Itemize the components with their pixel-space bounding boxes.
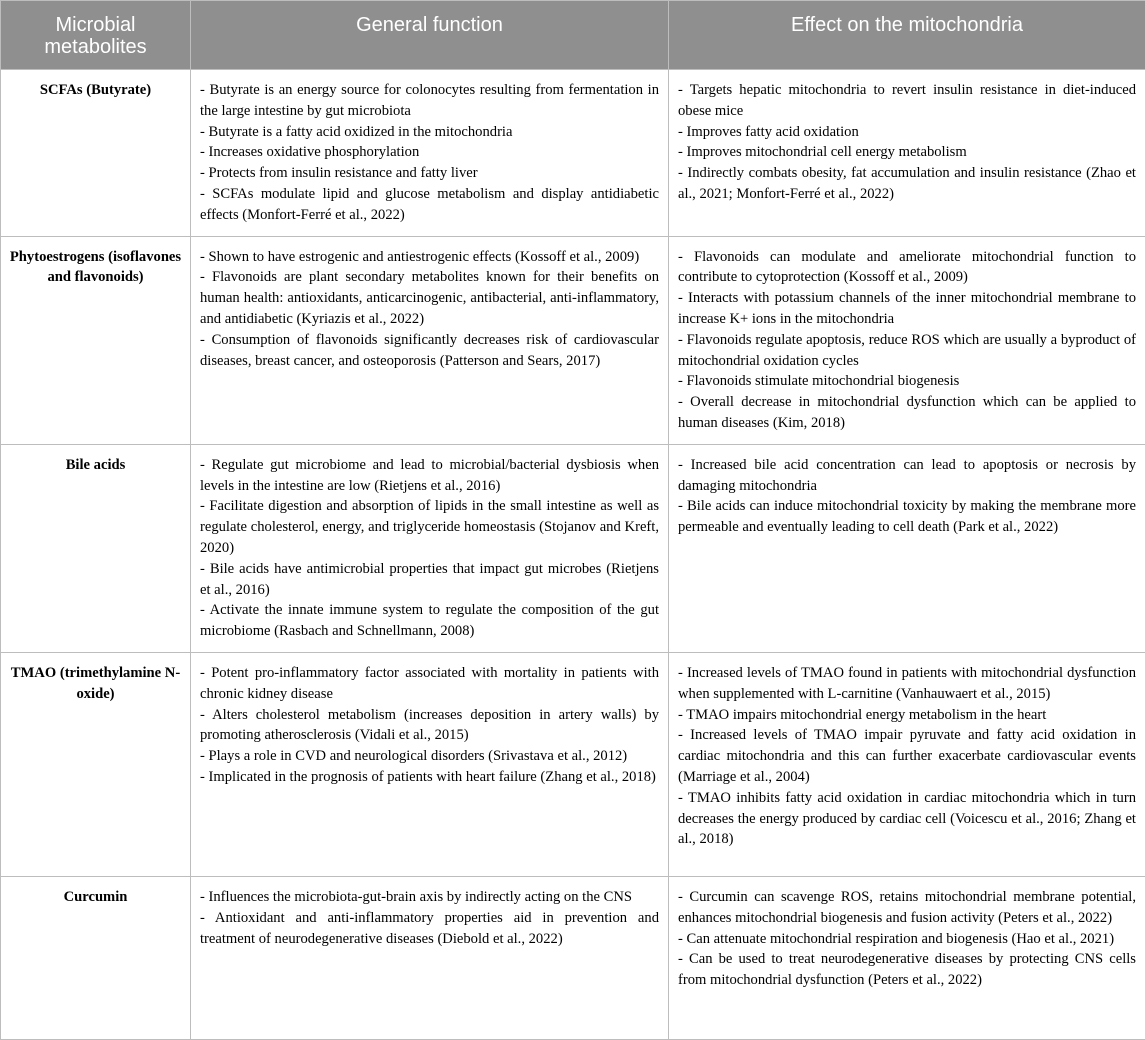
mitochondria-effect-item: - TMAO impairs mitochondrial energy metabolism in the heart bbox=[678, 705, 1136, 726]
mitochondria-effect-item: - Curcumin can scavenge ROS, retains mitochondrial membrane potential, enhances mitochondrial biogenesis and fusion activity (Peters et al., 2022) bbox=[678, 887, 1136, 929]
mitochondria-effect-item: - Bile acids can induce mitochondrial toxicity by making the membrane more permeable and eventually leading to cell death (Park et al., 2022) bbox=[678, 496, 1136, 538]
mitochondria-effect-cell bbox=[669, 70, 1145, 237]
mitochondria-effect-item: - Increased levels of TMAO impair pyruvate and fatty acid oxidation in cardiac mitochondria and this can further exacerbate cardiovascular events (Marriage et al., 2004) bbox=[678, 725, 1136, 787]
general-function-item: - Facilitate digestion and absorption of lipids in the small intestine as well as regulate cholesterol, energy, and triglyceride homeostasis (Stojanov and Kreft, 2020) bbox=[200, 496, 659, 558]
general-function-item: - Antioxidant and anti-inflammatory properties aid in prevention and treatment of neurodegenerative diseases (Diebold et al., 2022) bbox=[200, 908, 659, 950]
table-body bbox=[1, 70, 1145, 1040]
general-function-item: - Shown to have estrogenic and antiestrogenic effects (Kossoff et al., 2009) bbox=[200, 247, 659, 268]
general-function-item: - Bile acids have antimicrobial properties that impact gut microbes (Rietjens et al., 2016) bbox=[200, 559, 659, 601]
general-function-item: - Butyrate is a fatty acid oxidized in the mitochondria bbox=[200, 122, 659, 143]
header-microbial-metabolites: Microbial metabolites bbox=[1, 1, 191, 70]
mitochondria-effect-cell bbox=[669, 652, 1145, 876]
table-row bbox=[1, 70, 1145, 237]
general-function-item: - Protects from insulin resistance and fatty liver bbox=[200, 163, 659, 184]
metabolite-name: Bile acids bbox=[1, 444, 191, 652]
metabolite-name: Phytoestrogens (isoflavones and flavonoids) bbox=[1, 236, 191, 444]
general-function-item: - Activate the innate immune system to regulate the composition of the gut microbiome (Rasbach and Schnellmann, 2008) bbox=[200, 600, 659, 642]
mitochondria-effect-item: - Improves fatty acid oxidation bbox=[678, 122, 1136, 143]
table-row bbox=[1, 652, 1145, 876]
mitochondria-effect-cell bbox=[669, 444, 1145, 652]
general-function-cell bbox=[191, 652, 669, 876]
general-function-item: - Consumption of flavonoids significantly decreases risk of cardiovascular diseases, breast cancer, and osteoporosis (Patterson and Sears, 2017) bbox=[200, 330, 659, 372]
general-function-cell bbox=[191, 876, 669, 1039]
mitochondria-effect-item: - Increased bile acid concentration can lead to apoptosis or necrosis by damaging mitochondria bbox=[678, 455, 1136, 497]
mitochondria-effect-item: - Indirectly combats obesity, fat accumulation and insulin resistance (Zhao et al., 2021; Monfort-Ferré et al., 2022) bbox=[678, 163, 1136, 205]
mitochondria-effect-item: - Improves mitochondrial cell energy metabolism bbox=[678, 142, 1136, 163]
table-row bbox=[1, 236, 1145, 444]
general-function-item: - Plays a role in CVD and neurological disorders (Srivastava et al., 2012) bbox=[200, 746, 659, 767]
general-function-item: - Regulate gut microbiome and lead to microbial/bacterial dysbiosis when levels in the intestine are low (Rietjens et al., 2016) bbox=[200, 455, 659, 497]
general-function-item: - Potent pro-inflammatory factor associated with mortality in patients with chronic kidney disease bbox=[200, 663, 659, 705]
metabolite-name: TMAO (trimethylamine N-oxide) bbox=[1, 652, 191, 876]
metabolite-name: SCFAs (Butyrate) bbox=[1, 70, 191, 237]
table-row bbox=[1, 876, 1145, 1039]
mitochondria-effect-item: - Can be used to treat neurodegenerative diseases by protecting CNS cells from mitochondrial dysfunction (Peters et al., 2022) bbox=[678, 949, 1136, 991]
metabolite-name: Curcumin bbox=[1, 876, 191, 1039]
header-general-function: General function bbox=[191, 1, 669, 70]
mitochondria-effect-item: - Targets hepatic mitochondria to revert insulin resistance in diet-induced obese mice bbox=[678, 80, 1136, 122]
general-function-cell bbox=[191, 444, 669, 652]
header-row bbox=[1, 1, 1145, 70]
table-header bbox=[1, 1, 1145, 70]
mitochondria-effect-cell bbox=[669, 236, 1145, 444]
mitochondria-effect-item: - Flavonoids regulate apoptosis, reduce ROS which are usually a byproduct of mitochondrial oxidation cycles bbox=[678, 330, 1136, 372]
mitochondria-effect-item: - TMAO inhibits fatty acid oxidation in cardiac mitochondria which in turn decreases the energy produced by cardiac cell (Voicescu et al., 2016; Zhang et al., 2018) bbox=[678, 788, 1136, 850]
general-function-item: - Flavonoids are plant secondary metabolites known for their benefits on human health: antioxidants, anticarcinogenic, antibacterial, anti-inflammatory, and antidiabetic (Kyriazis et al., 2022) bbox=[200, 267, 659, 329]
general-function-item: - Influences the microbiota-gut-brain axis by indirectly acting on the CNS bbox=[200, 887, 659, 908]
general-function-cell bbox=[191, 70, 669, 237]
mitochondria-effect-item: - Increased levels of TMAO found in patients with mitochondrial dysfunction when supplemented with L-carnitine (Vanhauwaert et al., 2015) bbox=[678, 663, 1136, 705]
mitochondria-effect-item: - Can attenuate mitochondrial respiration and biogenesis (Hao et al., 2021) bbox=[678, 929, 1136, 950]
general-function-item: - Butyrate is an energy source for colonocytes resulting from fermentation in the large intestine by gut microbiota bbox=[200, 80, 659, 122]
general-function-cell bbox=[191, 236, 669, 444]
mitochondria-effect-item: - Flavonoids can modulate and ameliorate mitochondrial function to contribute to cytoprotection (Kossoff et al., 2009) bbox=[678, 247, 1136, 289]
general-function-item: - SCFAs modulate lipid and glucose metabolism and display antidiabetic effects (Monfort-Ferré et al., 2022) bbox=[200, 184, 659, 226]
mitochondria-effect-cell bbox=[669, 876, 1145, 1039]
mitochondria-effect-item: - Overall decrease in mitochondrial dysfunction which can be applied to human diseases (Kim, 2018) bbox=[678, 392, 1136, 434]
general-function-item: - Implicated in the prognosis of patients with heart failure (Zhang et al., 2018) bbox=[200, 767, 659, 788]
header-effect-on-mitochondria: Effect on the mitochondria bbox=[669, 1, 1145, 70]
general-function-item: - Increases oxidative phosphorylation bbox=[200, 142, 659, 163]
general-function-item: - Alters cholesterol metabolism (increases deposition in artery walls) by promoting atherosclerosis (Vidali et al., 2015) bbox=[200, 705, 659, 747]
mitochondria-effect-item: - Flavonoids stimulate mitochondrial biogenesis bbox=[678, 371, 1136, 392]
table-row bbox=[1, 444, 1145, 652]
mitochondria-effect-item: - Interacts with potassium channels of the inner mitochondrial membrane to increase K+ ions in the mitochondria bbox=[678, 288, 1136, 330]
